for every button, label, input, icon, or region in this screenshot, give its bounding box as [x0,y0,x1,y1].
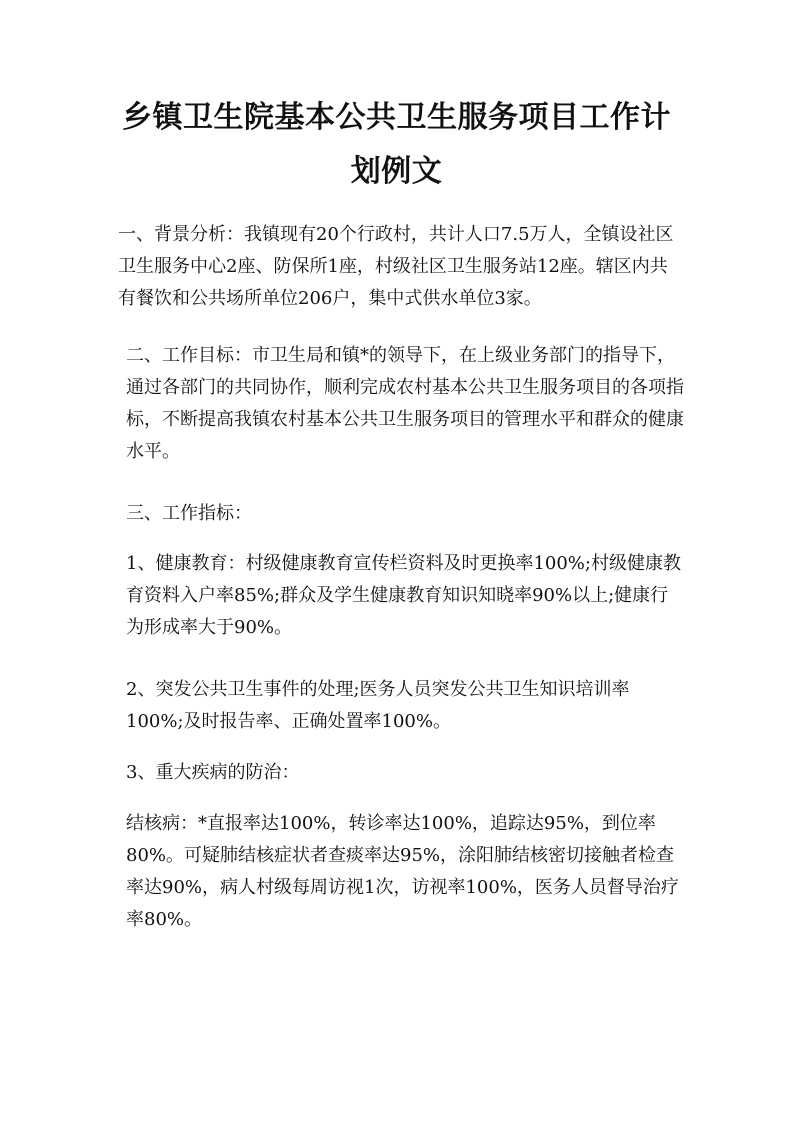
paragraph-major-disease-heading: 3、重大疾病的防治： [126,762,300,783]
paragraph-public-health-emergency: 2、突发公共卫生事件的处理;医务人员突发公共卫生知识培训率100%;及时报告率、正确处置率100%。 [126,679,630,732]
paragraph-work-goals: 二、工作目标：市卫生局和镇*的领导下，在上级业务部门的指导下，通过各部门的共同协作，顺利完成农村基本公共卫生服务项目的各项指标，不断提高我镇农村基本公共卫生服务项目的管理水平和群众的健康水平。 [126,345,684,462]
paragraph-work-indicators-heading: 三、工作指标： [126,503,252,524]
paragraph-health-education: 1、健康教育：村级健康教育宣传栏资料及时更换率100%;村级健康教育资料入户率85%;群众及学生健康教育知识知晓率90%以上;健康行为形成率大于90%。 [126,553,681,638]
document-title-line-2: 划例文 [350,154,443,189]
paragraph-background-analysis: 一、背景分析：我镇现有20个行政村，共计人口7.5万人，全镇设社区卫生服务中心2座、防保所1座，村级社区卫生服务站12座。辖区内共有餐饮和公共场所单位206户，集中式供水单位3家。 [118,224,674,309]
document-title-line-1: 乡镇卫生院基本公共卫生服务项目工作计 [122,100,671,135]
paragraph-tuberculosis: 结核病：*直报率达100%，转诊率达100%，追踪达95%，到位率80%。可疑肺结核症状者查痰率达95%，涂阳肺结核密切接触者检查率达90%，病人村级每周访视1次，访视率100%，医务人员督导治疗率80%。 [126,813,679,930]
